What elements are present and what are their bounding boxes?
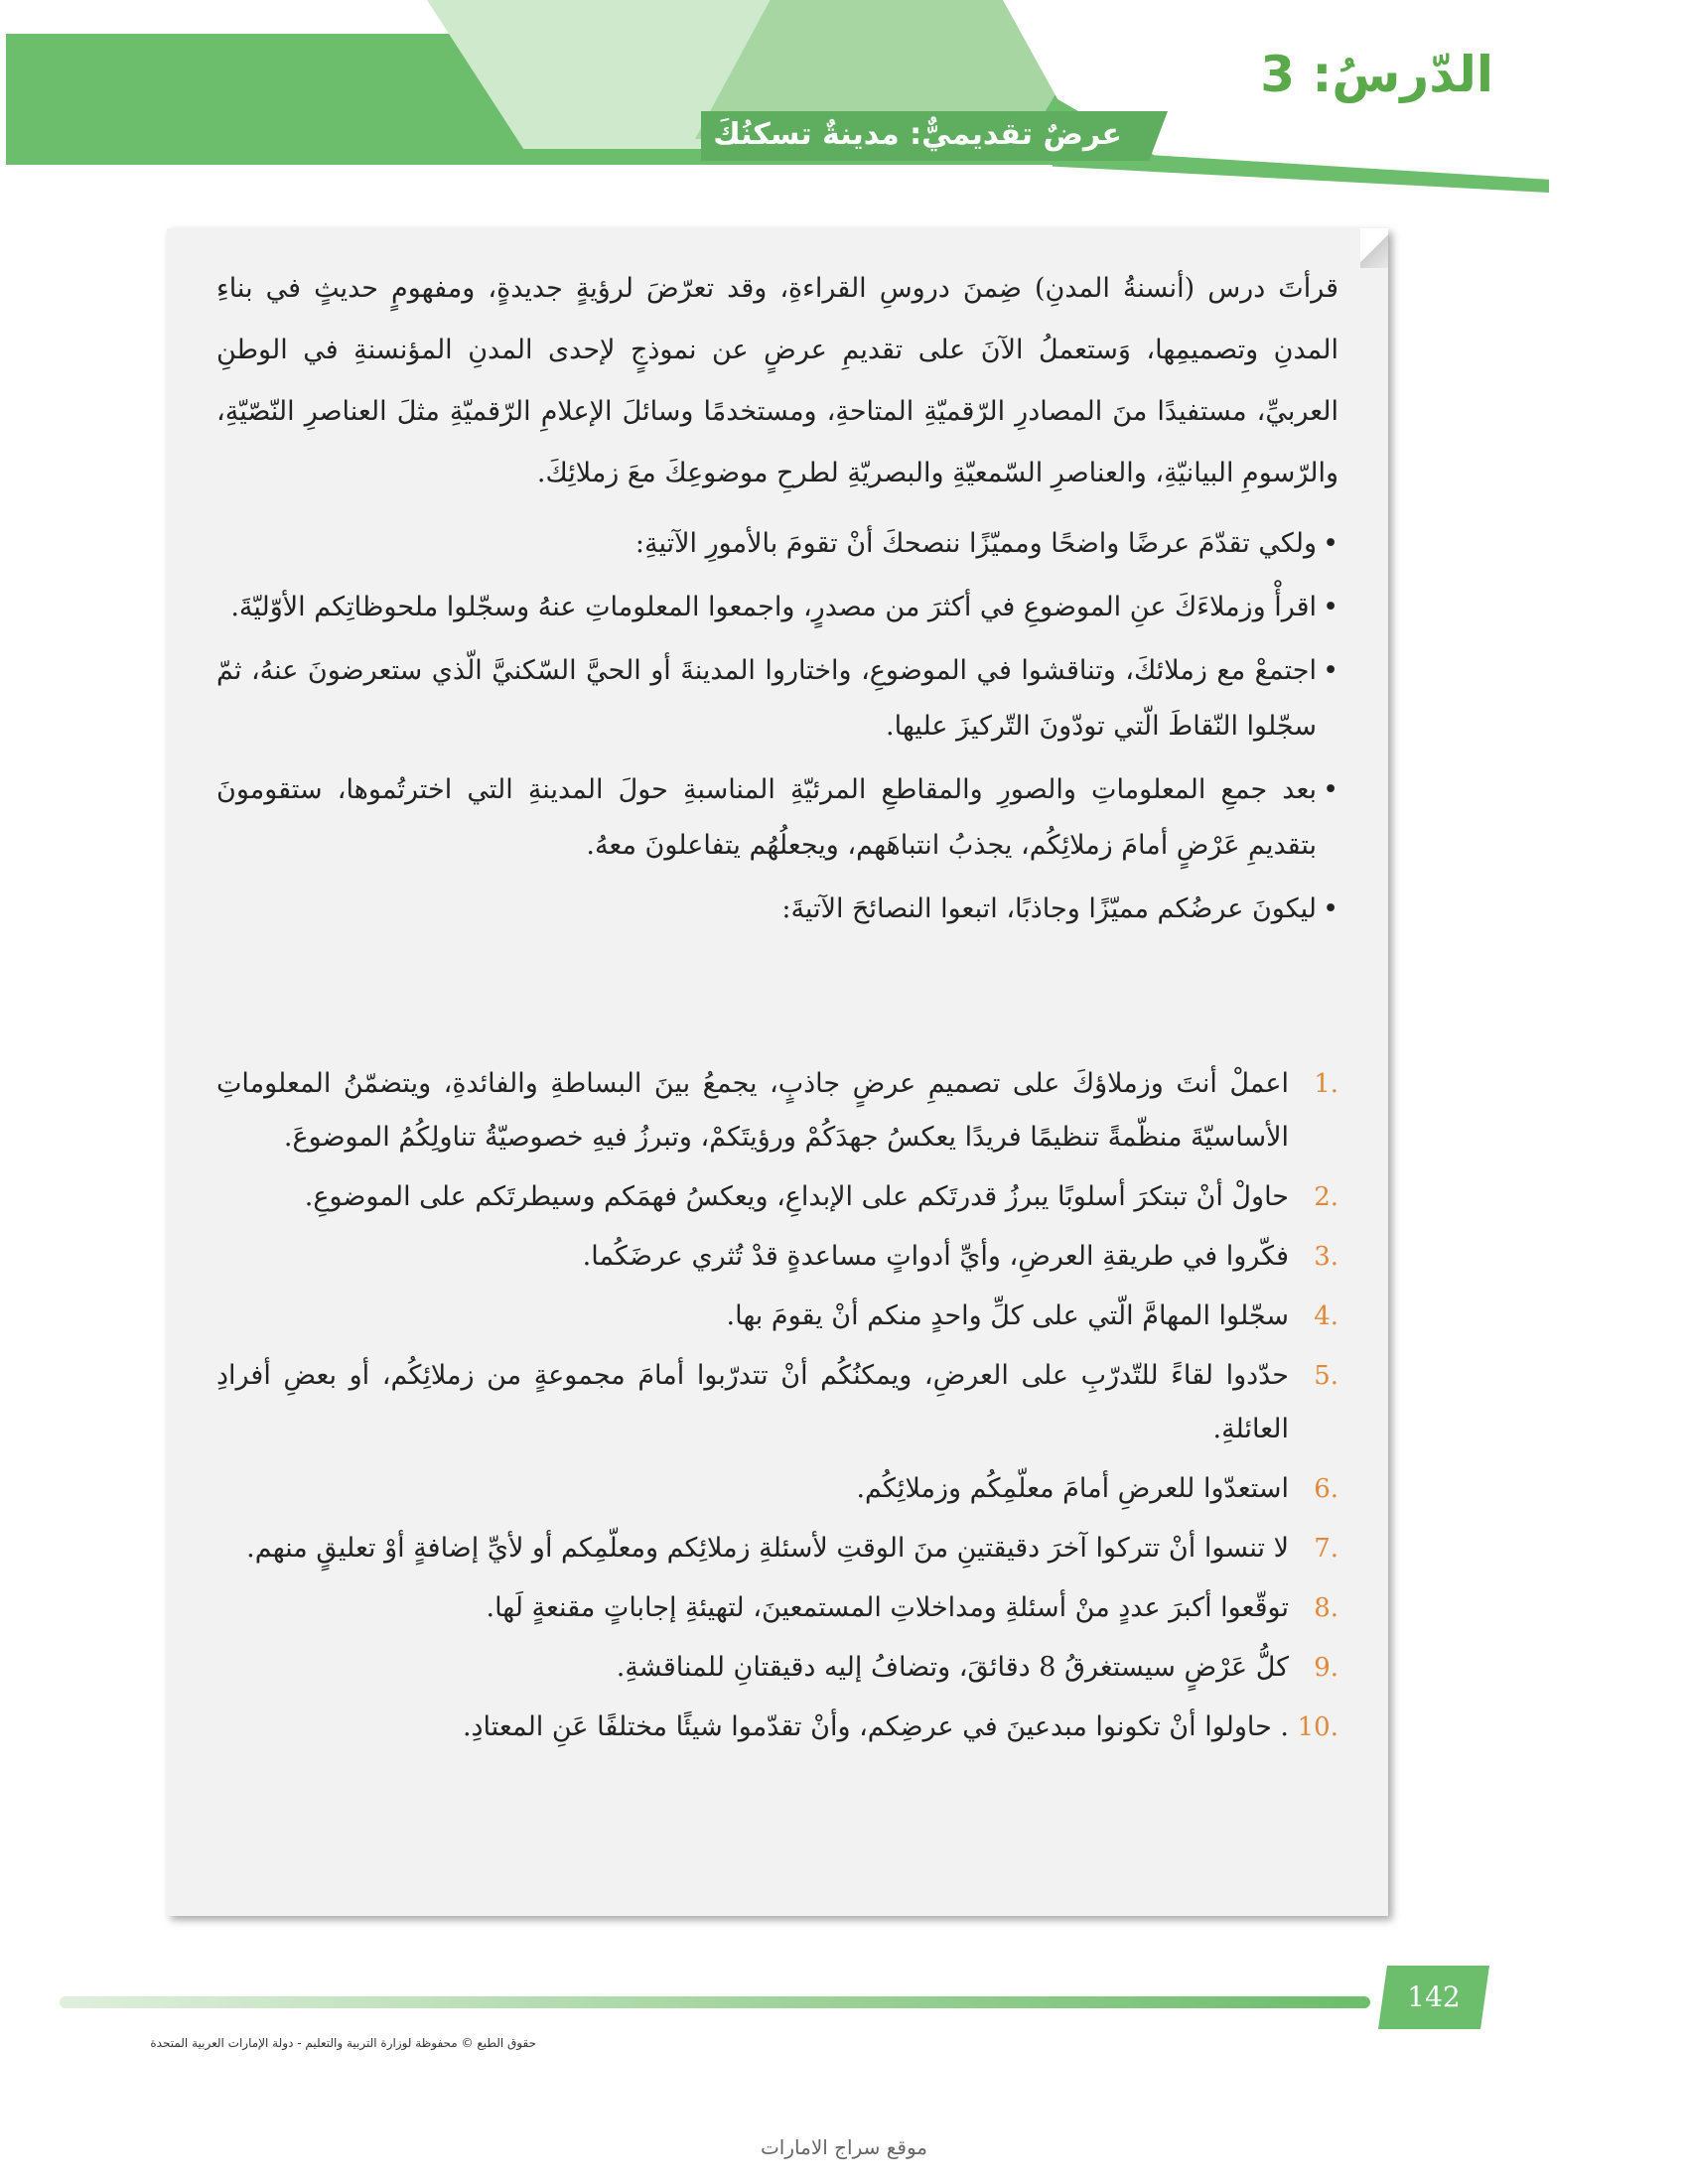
- item-text: كلُّ عَرْضٍ سيستغرقُ 8 دقائقَ، وتضافُ إليه دقيقتانِ للمناقشةِ.: [616, 1652, 1289, 1683]
- bullet-item: • بعد جمعِ المعلوماتِ والصورِ والمقاطعِ المرئيّةِ المناسبةِ حولَ المدينةِ التي اخترتُموها، ستقومونَ بتقديمِ عَرْضٍ أمامَ زملائِكُم، يجذبُ انتباهَهم، ويجعلُهُم يتفاعلونَ معهُ.: [216, 762, 1338, 874]
- content-panel: [167, 228, 1388, 1916]
- item-number: 9.: [1314, 1653, 1338, 1683]
- item-number: 10.: [1297, 1712, 1338, 1742]
- item-number: 6.: [1314, 1474, 1338, 1504]
- numbered-item: [216, 1522, 1338, 1575]
- lesson-title: الدّرسُ: 3: [1260, 46, 1493, 103]
- item-text: توقّعوا أكبرَ عددٍ منْ أسئلةِ ومداخلاتِ المستمعينَ، لتهيئةِ إجاباتٍ مقنعةٍ لَها.: [486, 1592, 1289, 1623]
- item-number: 7.: [1314, 1534, 1338, 1564]
- numbered-item: [216, 1641, 1338, 1695]
- item-number: 2.: [1314, 1182, 1338, 1212]
- numbered-item: [216, 1701, 1338, 1754]
- bullet-list: [216, 516, 1338, 945]
- numbered-item: [216, 1230, 1338, 1284]
- item-number: 5.: [1314, 1361, 1338, 1391]
- item-text: حدّدوا لقاءً للتّدرّبِ على العرضِ، ويمكنُكُم أنْ تتدرّبوا أمامَ مجموعةٍ من زملائِكُم، أو بعضِ أفرادِ العائلةِ.: [216, 1360, 1289, 1444]
- bullet-item: • ليكونَ عرضُكم مميّزًا وجاذبًا، اتبعوا النصائحَ الآتيةَ:: [216, 882, 1338, 937]
- numbered-item: [216, 1057, 1338, 1164]
- item-text: سجّلوا المهامَّ الّتي على كلِّ واحدٍ منكم أنْ يقومَ بها.: [726, 1300, 1289, 1331]
- item-number: 8.: [1314, 1593, 1338, 1623]
- item-text: لا تنسوا أنْ تتركوا آخرَ دقيقتينِ منَ الوقتِ لأسئلةِ زملائِكم ومعلّمِكم أو لأيِّ إضافةٍ أوْ تعليقٍ منهم.: [246, 1533, 1289, 1564]
- item-number: 3.: [1314, 1242, 1338, 1272]
- numbered-item: [216, 1349, 1338, 1456]
- numbered-item: [216, 1581, 1338, 1635]
- numbered-item: [216, 1462, 1338, 1516]
- copyright-notice: حقوق الطبع © محفوظة لوزارة التربية والتعليم - دولة الإمارات العربية المتحدة: [150, 2036, 536, 2050]
- numbered-list: [216, 1057, 1338, 1760]
- item-text: . حاولوا أنْ تكونوا مبدعينَ في عرضِكم، وأنْ تقدّموا شيئًا مختلفًا عَنِ المعتادِ.: [462, 1711, 1289, 1742]
- item-text: اعملْ أنتَ وزملاؤكَ على تصميمِ عرضٍ جاذبٍ، يجمعُ بينَ البساطةِ والفائدةِ، ويتضمّنُ المعلوماتِ الأساسيّةَ منظّمةً تنظيمًا فريدًا يعكسُ جهدَكُمْ ورؤيتَكمْ، وتبرزُ فيهِ خصوصيّةُ تناولِكُمُ الموضوعَ.: [216, 1068, 1289, 1153]
- numbered-item: [216, 1170, 1338, 1224]
- panel-corner: [1360, 228, 1388, 268]
- bullet-item: • اقرأْ وزملاءَكَ عنِ الموضوعِ في أكثرَ من مصدرٍ، واجمعوا المعلوماتِ عنهُ وسجّلوا ملحوظاتِكم الأوّليّةَ.: [216, 580, 1338, 635]
- item-text: فكّروا في طريقةِ العرضِ، وأيِّ أدواتٍ مساعدةٍ قدْ تُثري عرضَكُما.: [582, 1241, 1289, 1272]
- bullet-item: • ولكي تقدّمَ عرضًا واضحًا ومميّزًا ننصحكَ أنْ تقومَ بالأمورِ الآتيةِ:: [216, 516, 1338, 572]
- footer-line: [60, 1996, 1370, 2008]
- intro-paragraph: قرأتَ درس (أنسنةُ المدنِ) ضِمنَ دروسِ القراءةِ، وقد تعرّضَ لرؤيةٍ جديدةٍ، ومفهومٍ حديثٍ في بناءِ المدنِ وتصميمِها، وَستعملُ الآنَ على تقديمِ عرضٍ عن نموذجٍ لإحدى المدنِ المؤنسنةِ في الوطنِ العربيِّ، مستفيدًا منَ المصادرِ الرّقميّةِ المتاحةِ، ومستخدمًا وسائلَ الإعلامِ الرّقميّةِ مثلَ العناصرِ النّصّيّةِ، والرّسومِ البيانيّةِ، والعناصرِ السّمعيّةِ والبصريّةِ لطرحِ موضوعِكَ معَ زملائِكَ.: [216, 273, 1338, 488]
- lesson-subtitle: عرضٌ تقديميٌّ: مدينةٌ تسكنُكَ: [713, 117, 1122, 152]
- bullet-item: • اجتمعْ مع زملائكَ، وتناقشوا في الموضوعِ، واختاروا المدينةَ أو الحيَّ السّكنيَّ الّذي ستعرضونَ عنهُ، ثمّ سجّلوا النّقاطَ الّتي تودّونَ التّركيزَ عليها.: [216, 643, 1338, 754]
- numbered-item: [216, 1290, 1338, 1343]
- item-number: 4.: [1314, 1301, 1338, 1331]
- site-name: موقع سراج الامارات: [760, 2135, 928, 2159]
- item-number: 1.: [1314, 1069, 1338, 1099]
- item-text: حاولْ أنْ تبتكرَ أسلوبًا يبرزُ قدرتَكم على الإبداعِ، ويعكسُ فهمَكم وسيطرتَكم على الموضوعِ.: [304, 1181, 1289, 1212]
- page-number: 142: [1407, 1980, 1461, 2013]
- item-text: استعدّوا للعرضِ أمامَ معلّمِكُم وزملائِكُم.: [856, 1473, 1289, 1504]
